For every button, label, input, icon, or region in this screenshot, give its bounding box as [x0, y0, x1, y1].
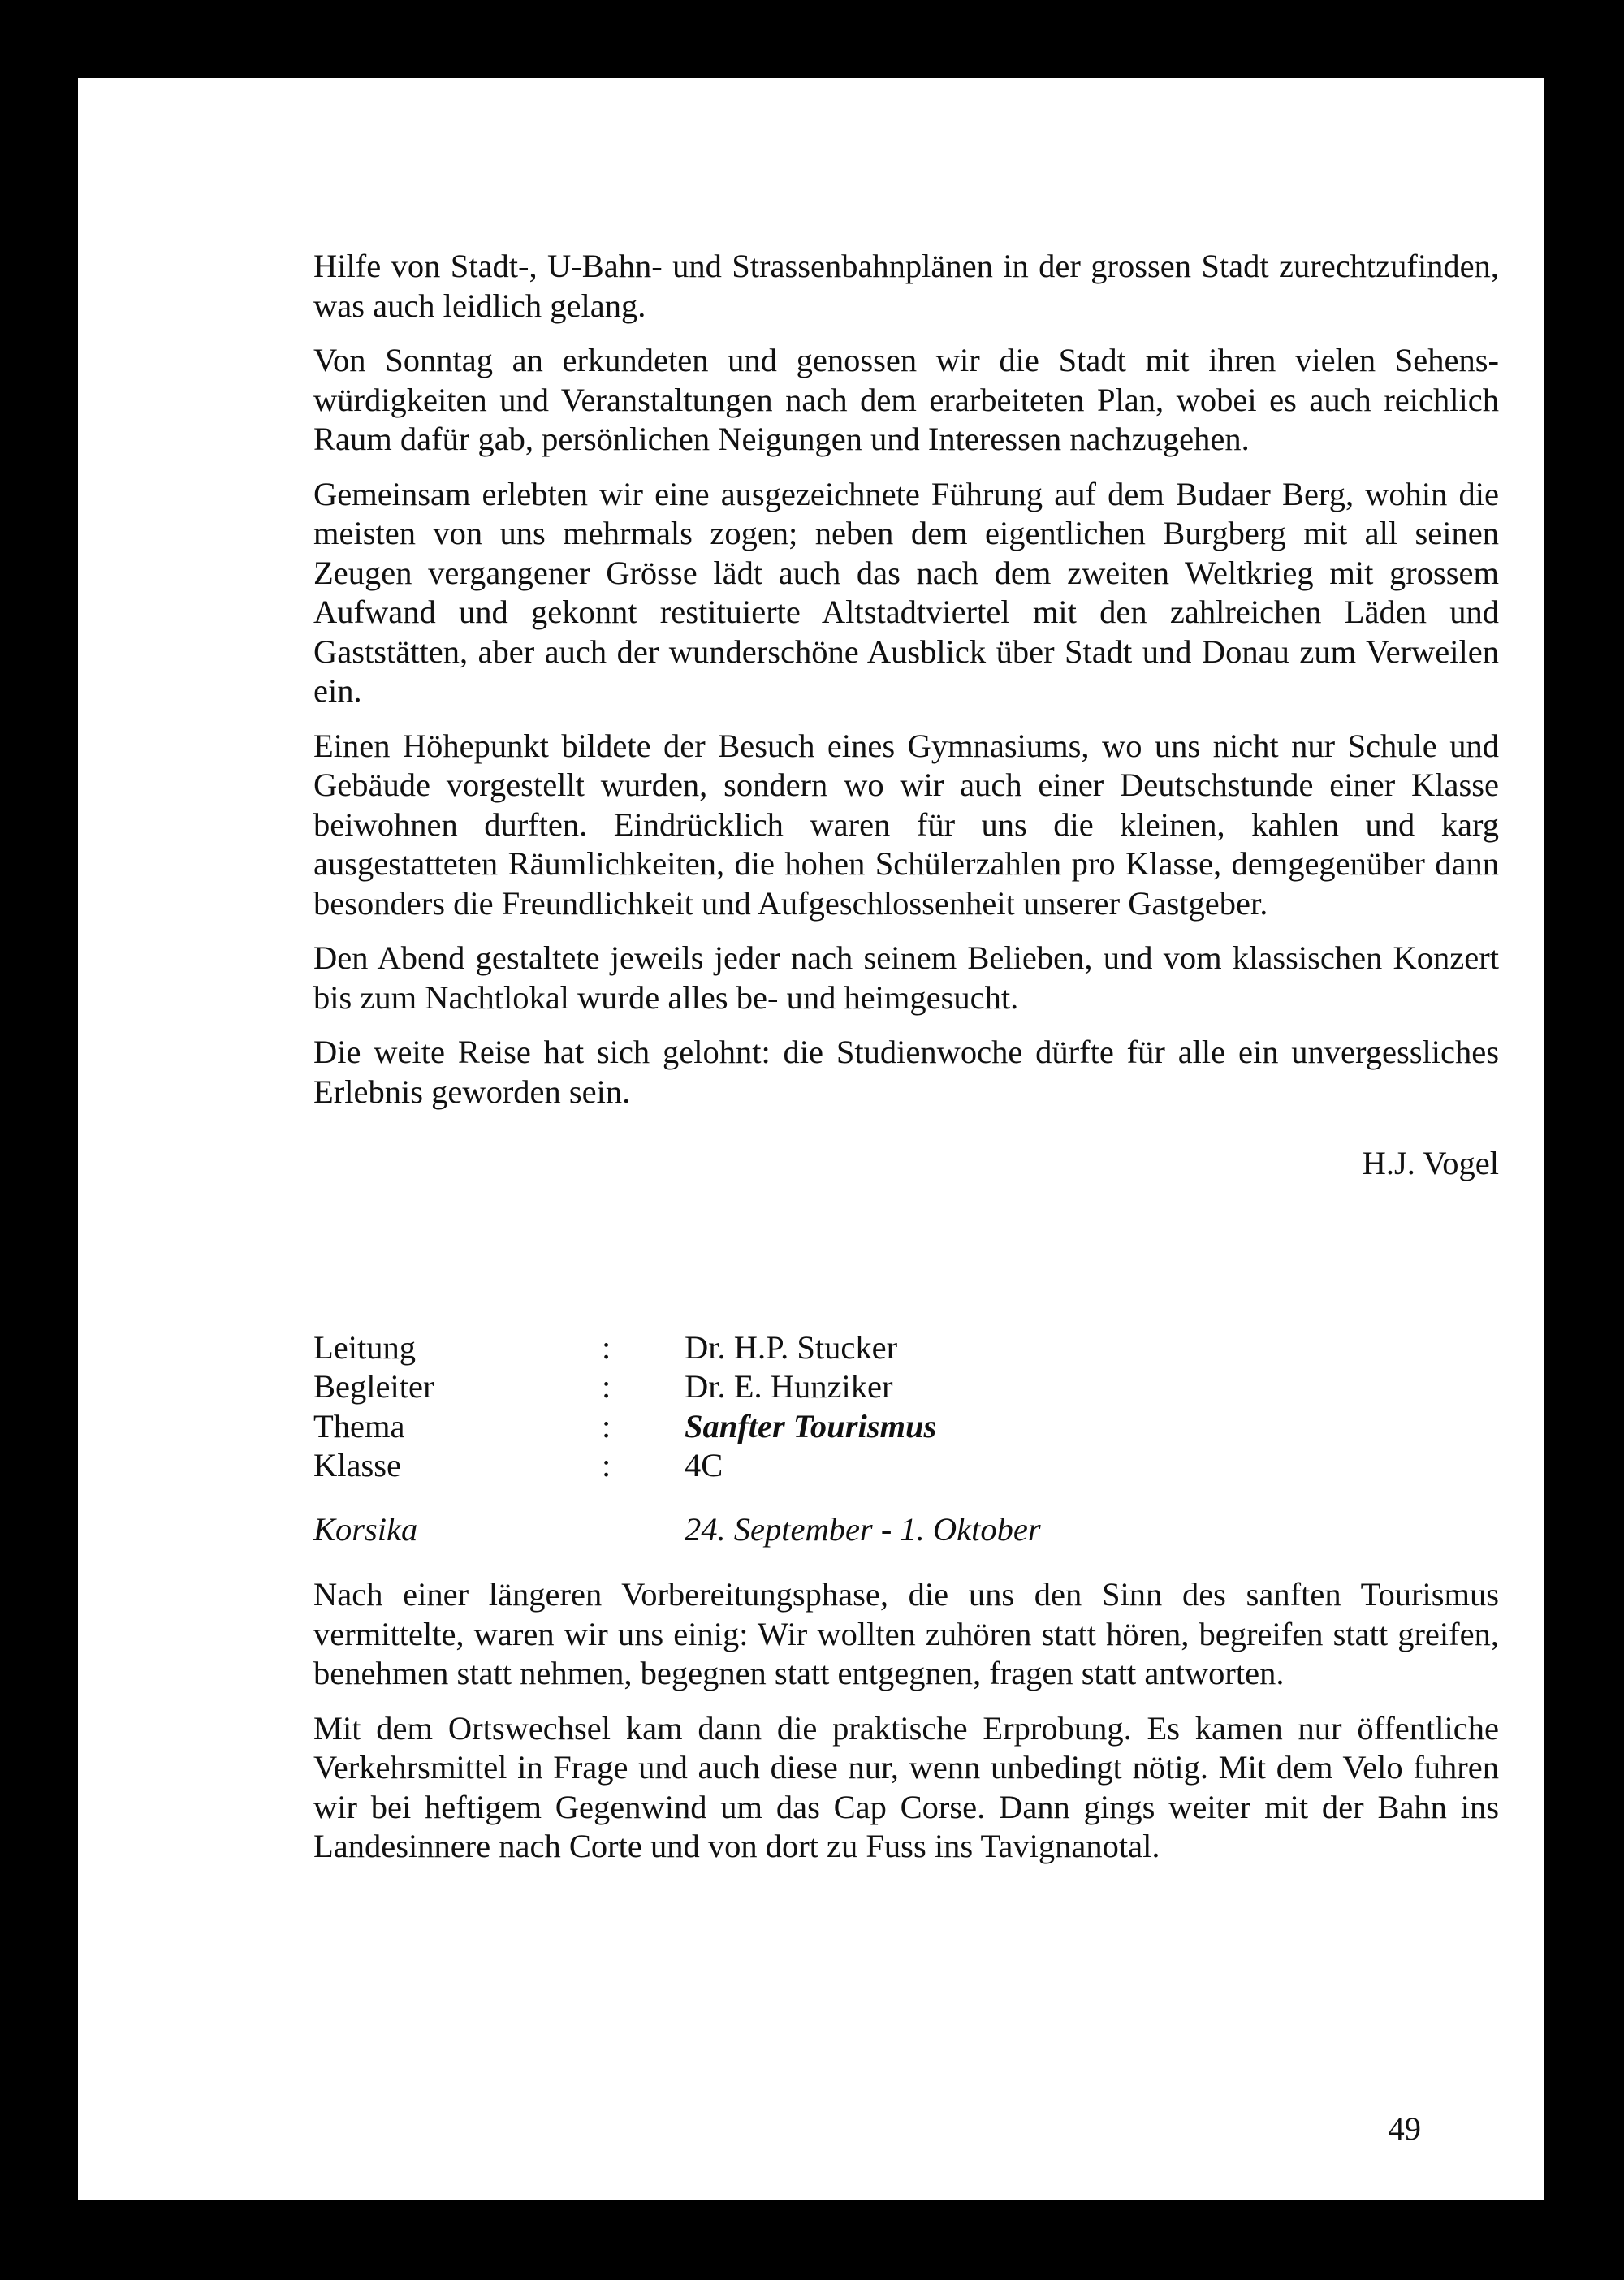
info-value-theme: Sanfter Tourismus	[685, 1407, 937, 1444]
info-label: Begleiter	[313, 1368, 434, 1405]
info-separator: :	[602, 1328, 611, 1366]
info-separator: :	[602, 1447, 611, 1483]
author-signature: H.J. Vogel	[1362, 1145, 1499, 1181]
info-row-begleiter	[313, 1367, 1499, 1407]
info-row-leitung	[313, 1328, 1499, 1368]
trip-dates: 24. September - 1. Oktober	[685, 1510, 1041, 1548]
paragraph: Den Abend gestaltete jeweils jeder nach seinem Belieben, und vom klassischen Konzert bis zum Nachtlokal wurde alles be- und heimgesucht.	[313, 939, 1499, 1016]
info-label: Thema	[313, 1407, 405, 1444]
info-value: Dr. H.P. Stucker	[685, 1328, 898, 1366]
paragraph: Hilfe von Stadt-, U-Bahn- und Strassenbahnplänen in der grossen Stadt zurechtzufinden, was auch leidlich gelang.	[313, 248, 1499, 324]
paragraph: Mit dem Ortswechsel kam dann die praktische Erprobung. Es kamen nur öffentliche Verkehrsmittel in Frage und auch diese nur, wenn unbedingt nötig. Mit dem Velo fuhren wir bei heftigem Gegenwind um das Cap Corse. Dann gings weiter mit der Bahn ins Landesinnere nach Corte und von dort zu Fuss ins Tavignanotal.	[313, 1709, 1499, 1864]
project-info-table	[313, 1328, 1499, 1486]
trip-place: Korsika	[313, 1510, 418, 1548]
paragraph: Gemeinsam erlebten wir eine ausgezeichnete Führung auf dem Budaer Berg, wohin die meisten von uns mehrmals zogen; neben dem eigentlichen Burgberg mit all seinen Zeugen vergangener Grösse lädt auch das nach dem zweiten Weltkrieg mit grossem Aufwand und gekonnt restituierte Altstadtviertel mit den zahlreichen Läden und Gaststätten, aber auch der wunderschöne Ausblick über Stadt und Donau zum Verweilen ein.	[313, 475, 1499, 709]
paragraph: Die weite Reise hat sich gelohnt: die Studienwoche dürfte für alle ein unvergessliches Erlebnis geworden sein.	[313, 1034, 1499, 1110]
paragraph: Von Sonntag an erkundeten und genossen wir die Stadt mit ihren vielen Sehenswürdigkeiten und Veranstaltungen nach dem erarbeiteten Plan, wobei es auch reichlich Raum dafür gab, persönlichen Neigungen und Interessen nachzugehen.	[313, 342, 1499, 457]
info-label: Klasse	[313, 1447, 401, 1483]
info-row-thema	[313, 1407, 1499, 1447]
info-label: Leitung	[313, 1328, 416, 1366]
info-row-klasse	[313, 1446, 1499, 1486]
page-content	[313, 247, 1499, 1882]
info-value: Dr. E. Hunziker	[685, 1368, 893, 1405]
trip-heading	[313, 1510, 1499, 1550]
page-number: 49	[1388, 2110, 1421, 2147]
info-separator: :	[602, 1407, 611, 1444]
info-value: 4C	[685, 1447, 723, 1483]
paragraph: Nach einer längeren Vorbereitungsphase, die uns den Sinn des sanften Tourismus vermittelte, waren wir uns einig: Wir wollten zuhören statt hören, begreifen statt greifen, benehmen statt nehmen, begegnen statt entgegnen, fragen statt antworten.	[313, 1576, 1499, 1691]
scanned-page	[78, 78, 1544, 2200]
paragraph: Einen Höhepunkt bildete der Besuch eines Gymnasiums, wo uns nicht nur Schule und Gebäude vorgestellt wurden, sondern wo wir auch einer Deutschstunde einer Klasse beiwohnen durften. Eindrücklich waren für uns die kleinen, kahlen und karg ausgestatteten Räumlichkeiten, die hohen Schülerzahlen pro Klasse, demgegenüber dann besonders die Freundlichkeit und Aufgeschlossenheit unserer Gastgeber.	[313, 727, 1499, 922]
info-separator: :	[602, 1368, 611, 1405]
